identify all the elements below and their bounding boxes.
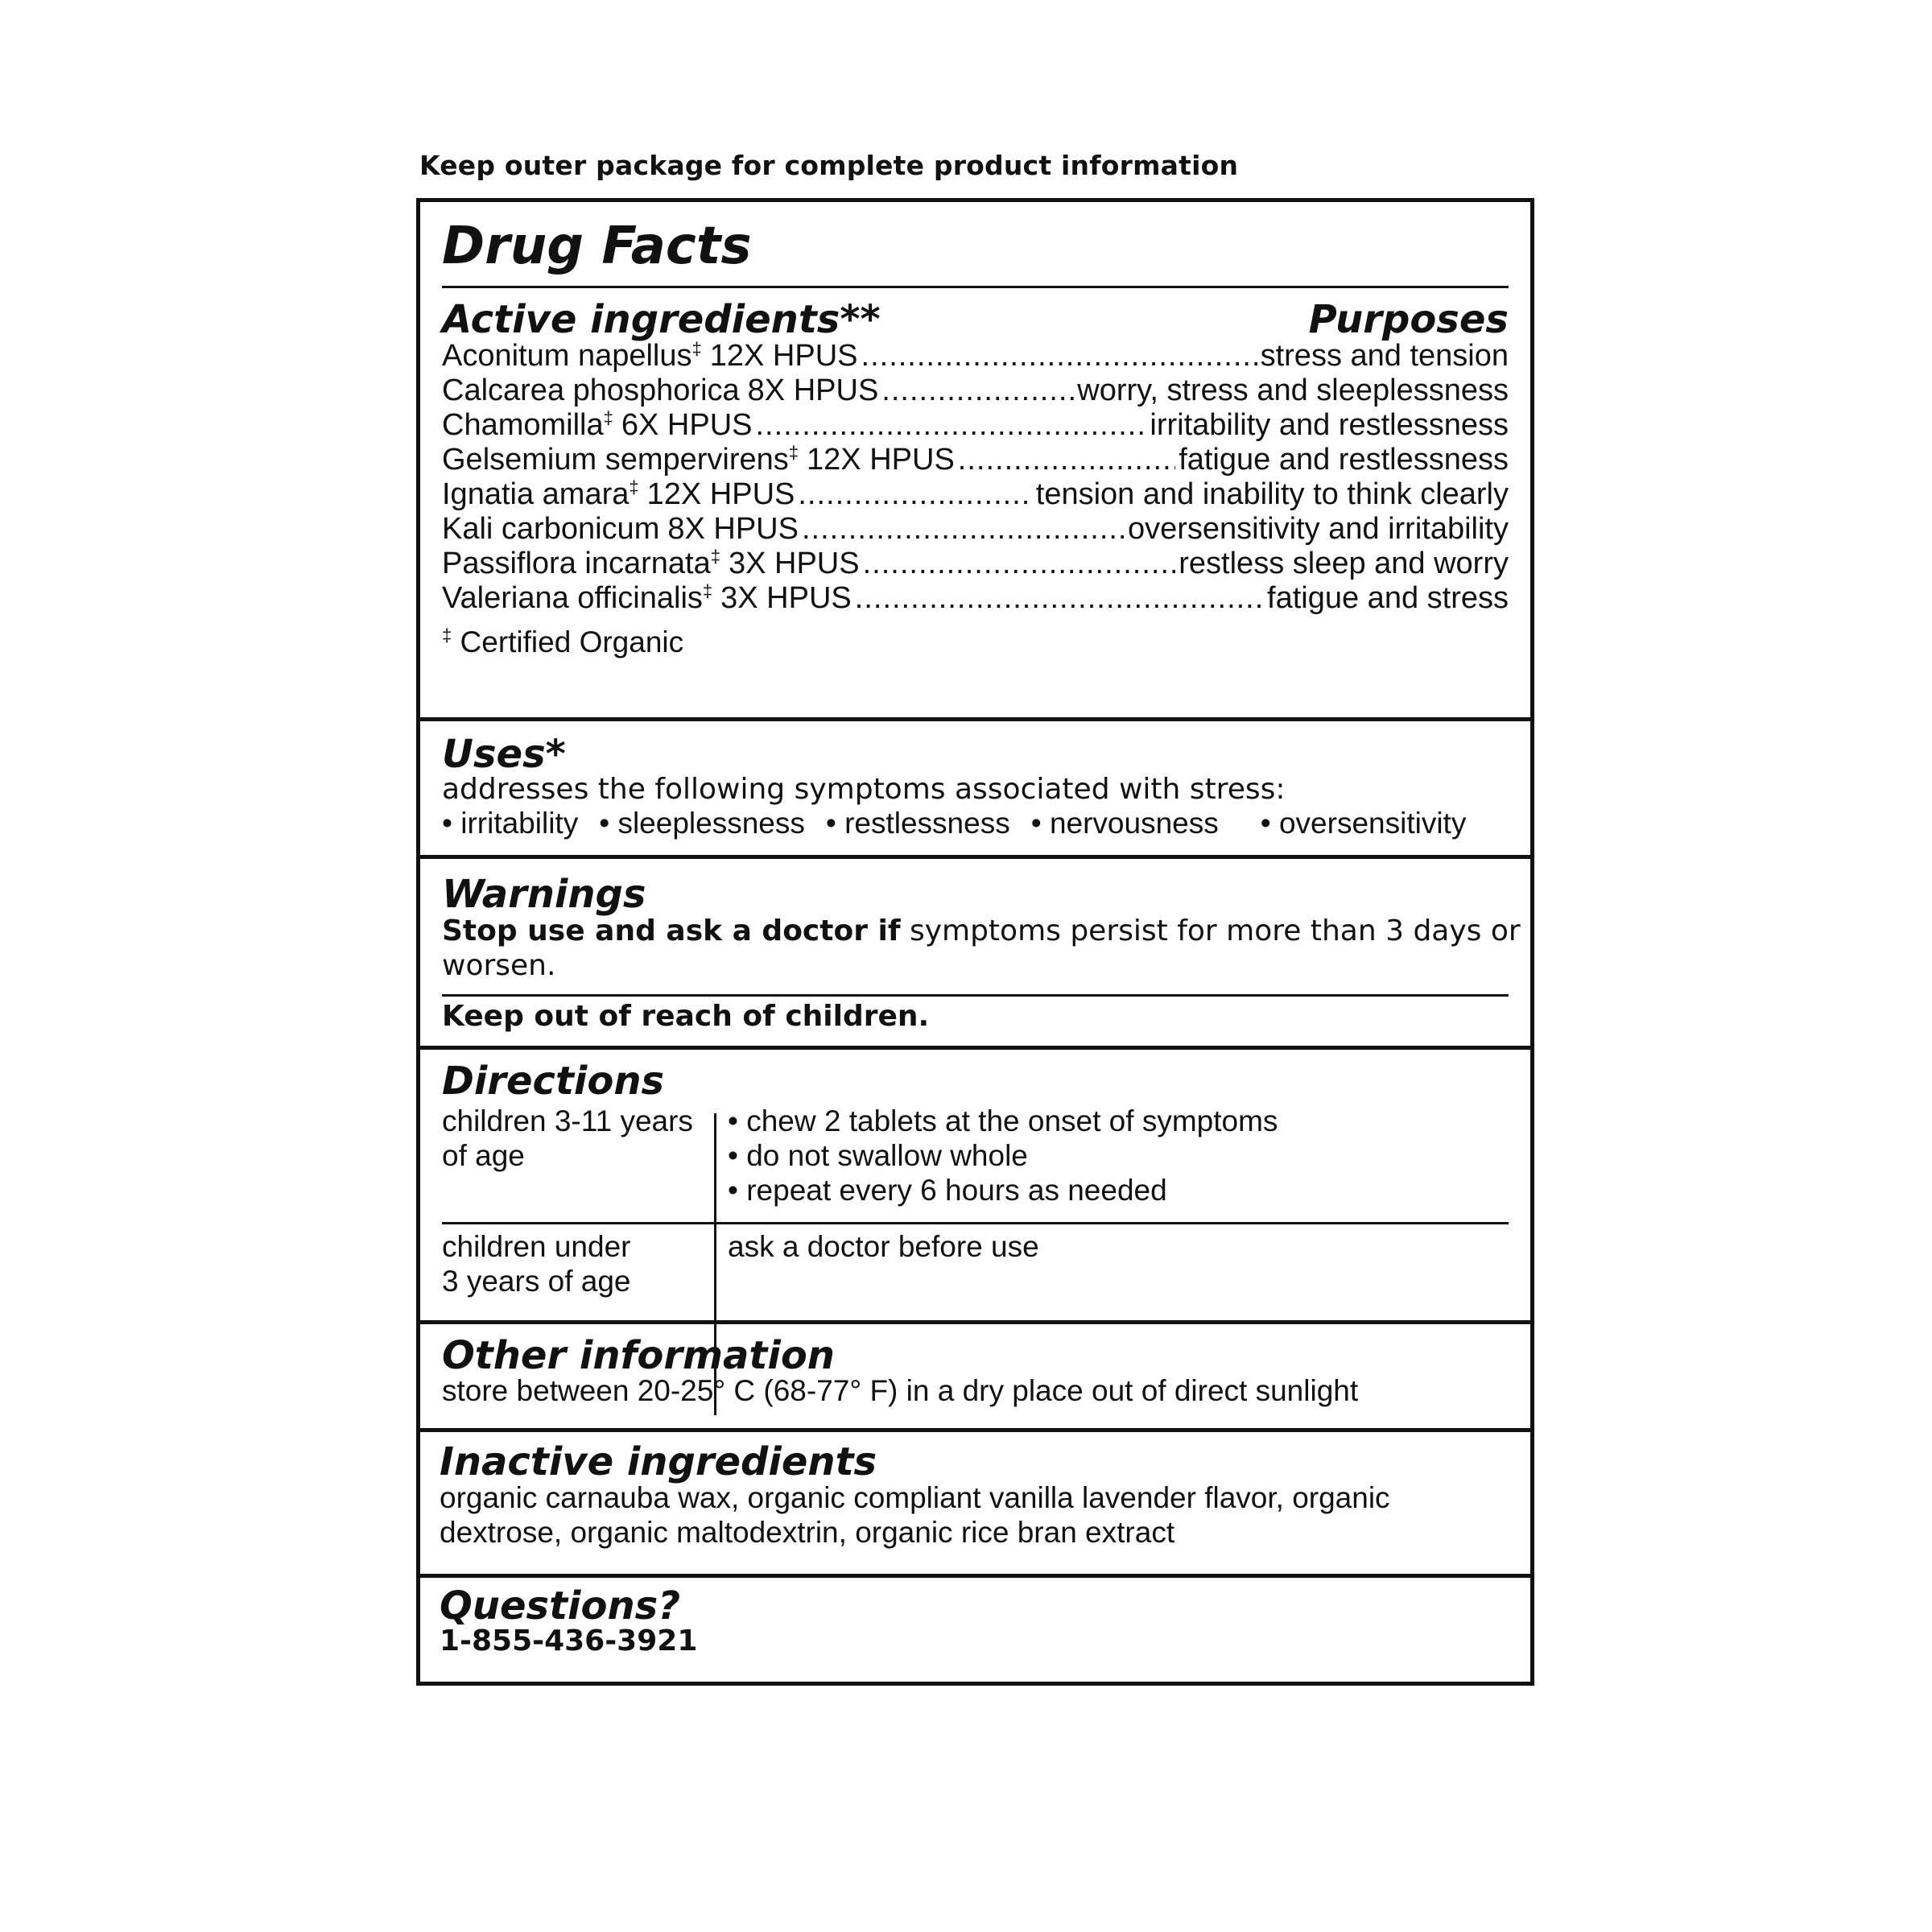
ingredient-row: [442, 339, 1509, 374]
ingredient-name: Passiflora incarnata‡ 3X HPUS: [442, 546, 860, 580]
ingredient-row: [442, 408, 1509, 443]
warnings-heading: Warnings: [442, 872, 646, 917]
organic-note: Certified Organic: [460, 625, 684, 658]
title-divider: [442, 286, 1509, 288]
dir-row1-steps: [728, 1104, 1278, 1208]
dir-row1-age: children 3-11 years of age: [442, 1104, 693, 1172]
drug-facts-title: Drug Facts: [442, 217, 752, 276]
leader-dots: [756, 408, 1147, 443]
symptom-item: • nervousness: [1030, 807, 1219, 840]
ingredient-row: [442, 443, 1509, 477]
organic-mark: ‡: [788, 442, 799, 463]
dir-row2-steps: ask a doctor before use: [728, 1230, 1039, 1263]
section-divider: [420, 1428, 1530, 1432]
ingredient-purpose: irritability and restlessness: [1150, 408, 1509, 442]
ingredient-strength: 8X HPUS: [667, 512, 799, 546]
stop-use-bold: Stop use and ask a doctor if: [442, 914, 901, 947]
ingredient-purpose: restless sleep and worry: [1179, 547, 1509, 580]
leader-dots: [881, 374, 1074, 408]
inactive-heading: Inactive ingredients: [440, 1439, 877, 1484]
leader-dots: [861, 339, 1257, 374]
other-info-text: store between 20-25° C (68-77° F) in a dry place out of direct sunlight: [442, 1374, 1359, 1407]
questions-phone: 1-855-436-3921: [440, 1624, 698, 1657]
stop-use-text: symptoms persist for more than 3 days or: [900, 914, 1521, 947]
organic-mark: ‡: [710, 546, 720, 567]
section-divider: [420, 855, 1530, 859]
organic-mark: ‡: [702, 580, 713, 601]
dir-step: • do not swallow whole: [728, 1139, 1028, 1172]
organic-mark: ‡: [691, 338, 702, 359]
ingredient-strength: 3X HPUS: [728, 547, 860, 580]
uses-intro: addresses the following symptoms associated with stress:: [442, 773, 1286, 806]
keep-out-of-reach: Keep out of reach of children.: [442, 1000, 930, 1033]
organic-mark: ‡: [603, 407, 613, 428]
section-divider: [420, 1574, 1530, 1578]
ingredient-strength: 12X HPUS: [646, 477, 795, 511]
ingredient-name: Gelsemium sempervirens‡ 12X HPUS: [442, 442, 955, 477]
ingredient-purpose: fatigue and stress: [1267, 581, 1509, 615]
ingredient-strength: 12X HPUS: [709, 339, 858, 373]
ingredient-strength: 12X HPUS: [807, 443, 955, 477]
leader-dots: [802, 512, 1125, 547]
section-divider: [420, 1320, 1530, 1324]
leader-dots: [855, 581, 1264, 616]
ingredient-purpose: stress and tension: [1260, 339, 1509, 373]
leader-dots: [798, 477, 1032, 512]
purposes-heading: Purposes: [1308, 297, 1509, 342]
ingredient-list: [442, 339, 1509, 616]
uses-heading: Uses*: [442, 732, 566, 777]
ingredient-name: Chamomilla‡ 6X HPUS: [442, 407, 753, 442]
symptom-item: • oversensitivity: [1260, 807, 1467, 840]
ingredient-row: [442, 581, 1509, 616]
ingredient-purpose: tension and inability to think clearly: [1035, 477, 1509, 511]
organic-mark: ‡: [629, 477, 639, 497]
ingredient-strength: 8X HPUS: [747, 374, 879, 407]
questions-heading: Questions?: [440, 1583, 681, 1629]
ingredient-strength: 3X HPUS: [720, 581, 852, 615]
symptom-list: [442, 807, 1509, 840]
symptom-item: • restlessness: [825, 807, 1010, 840]
ingredient-name: Kali carbonicum 8X HPUS: [442, 512, 799, 546]
ingredient-purpose: oversensitivity and irritability: [1127, 512, 1509, 546]
ingredient-purpose: worry, stress and sleeplessness: [1077, 374, 1509, 407]
section-divider: [420, 717, 1530, 721]
leader-dots: [958, 443, 1175, 477]
active-ingredients-heading: Active ingredients**: [442, 297, 881, 342]
dir-step: • chew 2 tablets at the onset of symptoms: [728, 1104, 1278, 1137]
top-note: Keep outer package for complete product information: [419, 150, 1239, 181]
inactive-text: organic carnauba wax, organic compliant vanilla lavender flavor, organic dextrose, organic maltodextrin, organic rice bran extract: [440, 1481, 1390, 1549]
ingredient-name: Valeriana officinalis‡ 3X HPUS: [442, 580, 852, 615]
ingredient-row: [442, 477, 1509, 512]
ingredient-name: Aconitum napellus‡ 12X HPUS: [442, 338, 858, 373]
leader-dots: [863, 547, 1176, 581]
stop-use-warning-cont: worsen.: [442, 949, 556, 982]
directions-heading: Directions: [442, 1059, 665, 1104]
stop-use-warning: [442, 914, 1521, 948]
ingredient-row: [442, 374, 1509, 408]
symptom-item: • irritability: [442, 807, 579, 840]
ingredient-strength: 6X HPUS: [621, 408, 753, 442]
ingredient-row: [442, 512, 1509, 547]
ingredient-name: Calcarea phosphorica 8X HPUS: [442, 374, 879, 407]
section-divider: [420, 1046, 1530, 1050]
dir-row2-age: children under 3 years of age: [442, 1230, 631, 1298]
ingredient-row: [442, 547, 1509, 581]
warnings-divider: [442, 994, 1509, 997]
directions-row-divider: [442, 1222, 1509, 1224]
ingredient-name: Ignatia amara‡ 12X HPUS: [442, 477, 795, 511]
organic-mark: ‡: [442, 625, 452, 646]
ingredient-purpose: fatigue and restlessness: [1179, 443, 1509, 477]
dir-step: • repeat every 6 hours as needed: [728, 1174, 1167, 1207]
drug-facts-panel: [416, 198, 1534, 1686]
symptom-item: • sleeplessness: [599, 807, 805, 840]
other-info-heading: Other information: [442, 1333, 835, 1378]
organic-footnote: [442, 625, 683, 659]
